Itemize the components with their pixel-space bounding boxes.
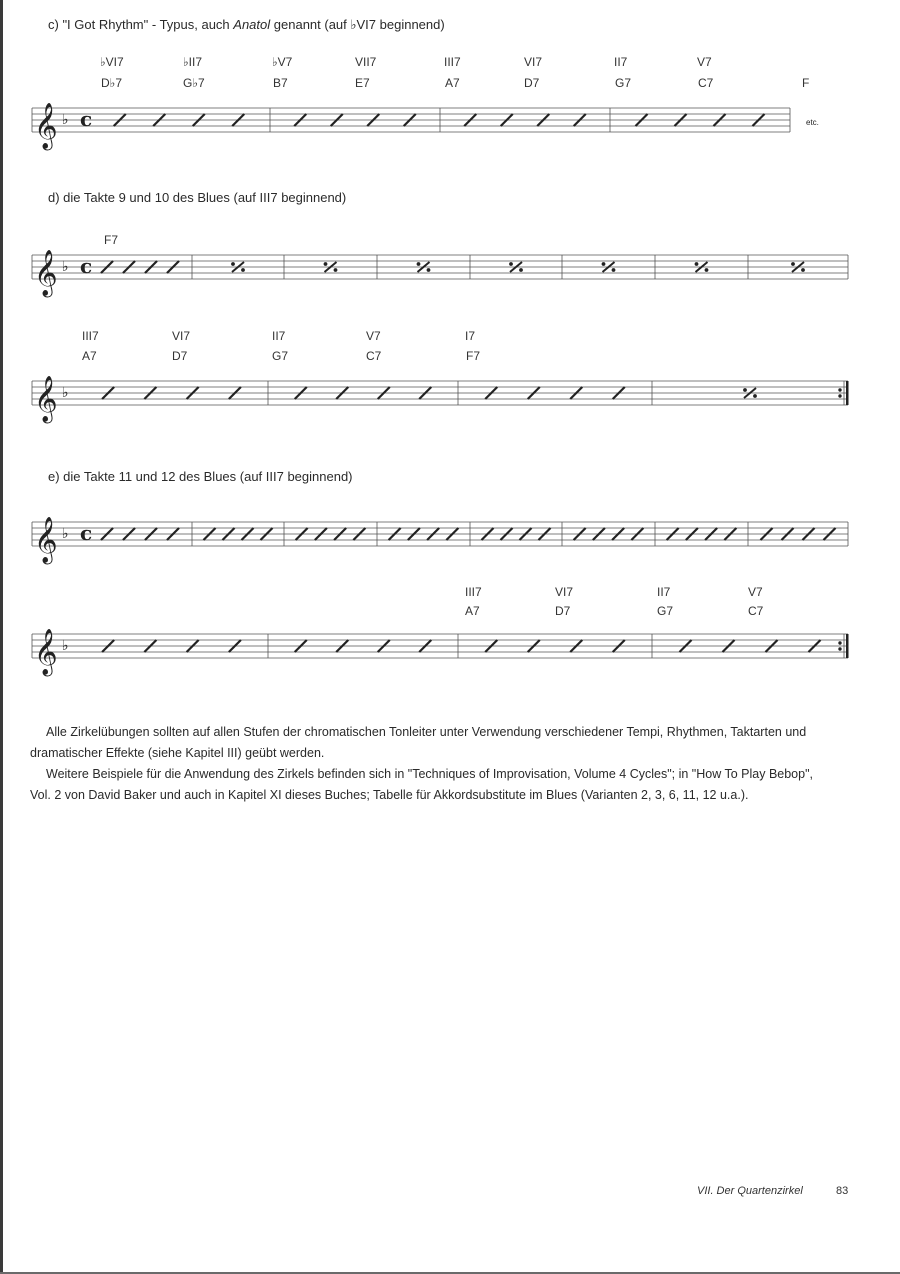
flat-key-signature: ♭ xyxy=(62,638,69,654)
repeat-dot xyxy=(705,269,708,272)
flat-key-signature: ♭ xyxy=(62,526,69,542)
chord-symbol: F xyxy=(802,76,810,90)
chord-symbol: D♭7 xyxy=(101,76,122,90)
chord-symbol: G7 xyxy=(272,349,289,363)
roman-label: V7 xyxy=(748,585,763,599)
chord-symbol: C7 xyxy=(366,349,382,363)
repeat-dot xyxy=(695,263,698,266)
section-d-caption: d) die Takte 9 und 10 des Blues (auf III7 beginnend) xyxy=(48,190,347,205)
final-barline xyxy=(846,634,849,658)
chord-symbol: F7 xyxy=(104,233,119,247)
roman-label: VI7 xyxy=(555,585,574,599)
chord-symbol: C7 xyxy=(748,604,764,618)
roman-label: ♭VI7 xyxy=(100,55,124,69)
repeat-dot xyxy=(334,269,337,272)
footer-chapter: VII. Der Quartenzirkel xyxy=(697,1185,803,1197)
common-time: c xyxy=(80,107,93,131)
final-barline xyxy=(846,381,849,405)
roman-label: II7 xyxy=(657,585,671,599)
repeat-dot xyxy=(792,263,795,266)
etc-label: etc. xyxy=(806,118,819,127)
chord-symbol: E7 xyxy=(355,76,370,90)
repeat-dot xyxy=(839,389,841,391)
treble-clef: 𝄞 xyxy=(34,103,58,149)
chord-symbol: G♭7 xyxy=(183,76,205,90)
roman-label: VI7 xyxy=(524,55,543,69)
treble-clef: 𝄞 xyxy=(34,376,58,422)
chord-symbol: D7 xyxy=(172,349,188,363)
repeat-dot xyxy=(754,395,757,398)
repeat-dot xyxy=(839,648,841,650)
repeat-dot xyxy=(242,269,245,272)
roman-label: V7 xyxy=(366,329,381,343)
roman-label: VI7 xyxy=(172,329,191,343)
treble-clef: 𝄞 xyxy=(34,517,58,563)
repeat-dot xyxy=(744,389,747,392)
roman-label: III7 xyxy=(82,329,99,343)
treble-clef: 𝄞 xyxy=(34,250,58,296)
paragraph-2: Weitere Beispiele für die Anwendung des Zirkels befinden sich in "Techniques of Improvisation, Volume 4 Cycles"; in "How To Play Bebop", Vol. 2 von David Baker und auch in Kapitel XI dieses Buches; Tabelle für Akkordsubstitute im Blues (Varianten 2, 3, 6, 11, 12 u.a.). xyxy=(30,767,813,802)
roman-label: ♭V7 xyxy=(272,55,293,69)
paragraph-1: Alle Zirkelübungen sollten auf allen Stufen der chromatischen Tonleiter unter Verwendung verschiedener Tempi, Rhythmen, Taktarten und dramatischer Effekte (siehe Kapitel III) geübt werden. xyxy=(30,725,807,760)
repeat-dot xyxy=(802,269,805,272)
chord-symbol: G7 xyxy=(657,604,674,618)
common-time: c xyxy=(80,521,93,545)
roman-label: II7 xyxy=(272,329,286,343)
repeat-dot xyxy=(417,263,420,266)
treble-clef: 𝄞 xyxy=(34,629,58,675)
chord-symbol: G7 xyxy=(615,76,632,90)
chord-symbol: F7 xyxy=(466,349,481,363)
repeat-dot xyxy=(602,263,605,266)
page-number: 83 xyxy=(836,1185,849,1197)
flat-key-signature: ♭ xyxy=(62,259,69,275)
flat-key-signature: ♭ xyxy=(62,112,69,128)
repeat-dot xyxy=(520,269,523,272)
chord-symbol: A7 xyxy=(82,349,97,363)
roman-label: ♭II7 xyxy=(183,55,203,69)
section-e-caption: e) die Takte 11 und 12 des Blues (auf III7 beginnend) xyxy=(48,469,353,484)
roman-label: II7 xyxy=(614,55,628,69)
section-c-caption: c) "I Got Rhythm" - Typus, auch Anatol genannt (auf ♭VI7 beginnend) xyxy=(48,17,445,32)
roman-label: V7 xyxy=(697,55,712,69)
chord-symbol: D7 xyxy=(524,76,540,90)
chord-symbol: A7 xyxy=(465,604,480,618)
roman-label: III7 xyxy=(444,55,461,69)
roman-label: III7 xyxy=(465,585,482,599)
repeat-dot xyxy=(324,263,327,266)
repeat-dot xyxy=(839,642,841,644)
repeat-dot xyxy=(839,395,841,397)
repeat-dot xyxy=(427,269,430,272)
body-text xyxy=(30,722,830,806)
repeat-dot xyxy=(232,263,235,266)
roman-label: VII7 xyxy=(355,55,377,69)
common-time: c xyxy=(80,254,93,278)
chord-symbol: C7 xyxy=(698,76,714,90)
chord-symbol: D7 xyxy=(555,604,571,618)
flat-key-signature: ♭ xyxy=(62,385,69,401)
repeat-dot xyxy=(612,269,615,272)
chord-symbol: A7 xyxy=(445,76,460,90)
repeat-dot xyxy=(510,263,513,266)
roman-label: I7 xyxy=(465,329,476,343)
chord-symbol: B7 xyxy=(273,76,288,90)
